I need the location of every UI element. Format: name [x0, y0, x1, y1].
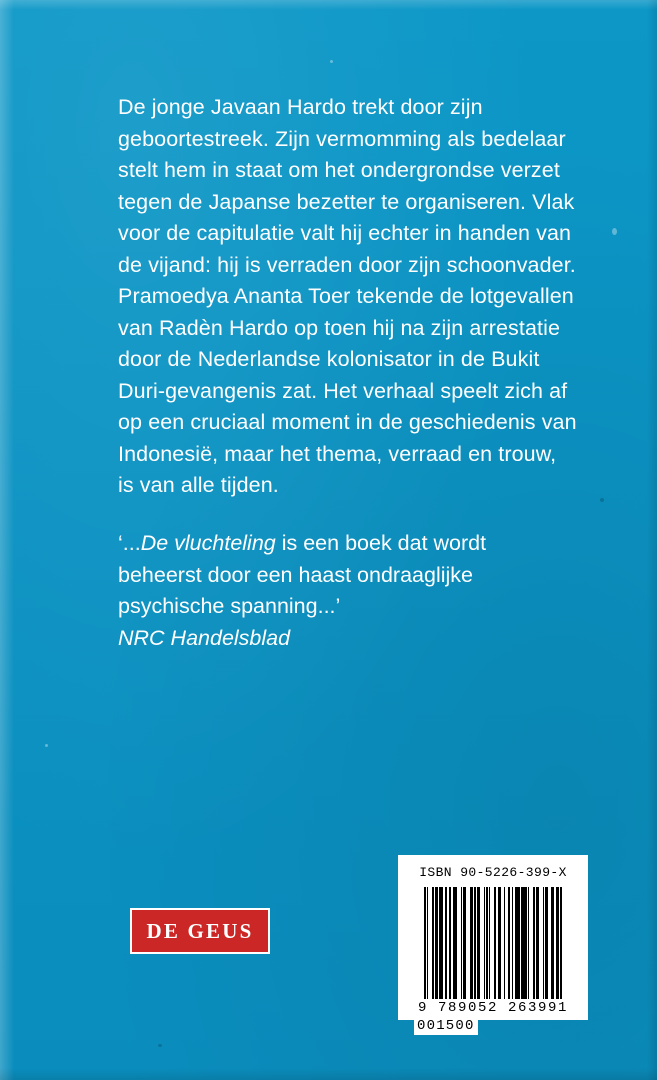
- quote-line: [118, 528, 558, 623]
- cover-speck: [45, 744, 48, 747]
- ean-digits: 9 789052 263991: [417, 1000, 569, 1016]
- press-quote: [118, 528, 558, 654]
- barcode-bars: [406, 887, 580, 999]
- quote-lead: ‘...: [118, 531, 141, 555]
- barcode-block: [398, 855, 588, 1020]
- blurb-text: De jonge Javaan Hardo trekt door zijn geboortestreek. Zijn vermomming als bedelaar stelt hem in staat om het ondergrondse verzet tegen de Japanse bezetter te organiseren. Vlak voor de capitulatie valt hij echter in handen van de vijand: hij is verraden door zijn schoonvader. Pramoedya Ananta Toer tekende de lotgevallen van Radèn Hardo op toen hij na zijn arrestatie door de Nederlandse kolonisator in de Bukit Duri-gevangenis zat. Het verhaal speelt zich af op een cruciaal moment in de geschiedenis van Indonesië, maar het thema, verraad en trouw, is van alle tijden.: [118, 95, 577, 497]
- isbn-label: ISBN 90-5226-399-X: [406, 861, 580, 887]
- cover-speck: [330, 60, 333, 63]
- cover-edge-shadow-right: [647, 0, 657, 1080]
- cover-edge-highlight-left: [0, 0, 14, 1080]
- publisher-logo-label: DE GEUS: [146, 918, 254, 943]
- back-cover-blurb: [118, 92, 578, 502]
- cover-speck: [600, 498, 604, 502]
- cover-edge-highlight-top: [0, 0, 657, 10]
- quote-rest: is een boek dat wordt beheerst door een haast ondraaglijke psychische spanning...’: [118, 531, 487, 618]
- cover-edge-shadow-bottom: [0, 1068, 657, 1080]
- quote-book-title: De vluchteling: [140, 531, 276, 555]
- quote-source: NRC Handelsblad: [118, 625, 291, 650]
- price-code: 001500: [414, 1017, 478, 1035]
- publisher-logo: [130, 908, 270, 954]
- cover-speck: [612, 228, 617, 235]
- cover-speck: [158, 1044, 162, 1047]
